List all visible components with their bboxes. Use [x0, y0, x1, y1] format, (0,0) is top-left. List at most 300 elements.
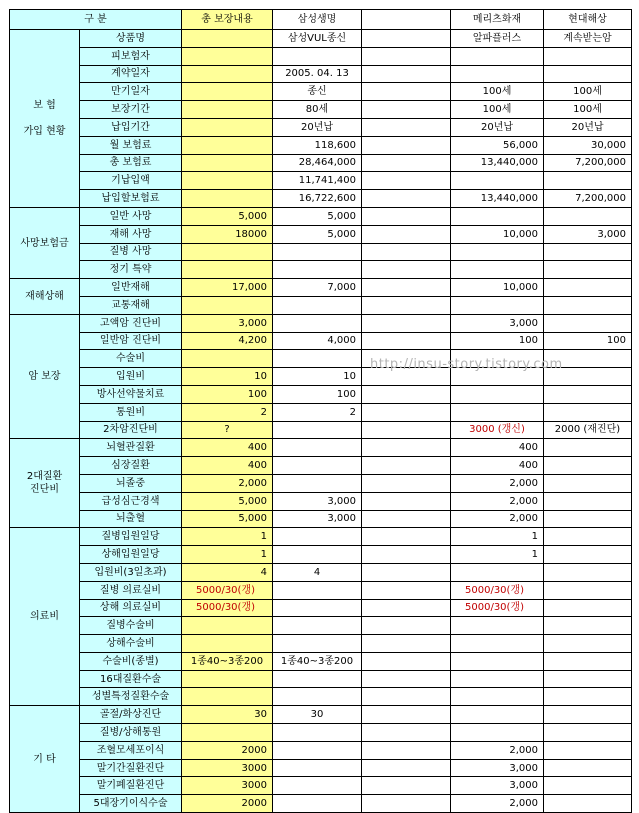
hyundai-cell: [544, 670, 632, 688]
blank-company-cell: [362, 403, 451, 421]
table-row: [10, 741, 632, 759]
item-label: 질병 사망: [80, 243, 182, 261]
item-label: 뇌혈관질환: [80, 439, 182, 457]
total-coverage-cell: 3000: [182, 759, 273, 777]
meritz-cell: 5000/30(갱): [451, 581, 544, 599]
hyundai-cell: [544, 741, 632, 759]
hyundai-cell: 20년납: [544, 118, 632, 136]
header-company-hyundai: 현대해상: [544, 10, 632, 30]
blank-company-cell: [362, 670, 451, 688]
item-label: 납입할보험료: [80, 190, 182, 208]
table-row: [10, 492, 632, 510]
meritz-cell: [451, 706, 544, 724]
total-coverage-cell: [182, 190, 273, 208]
item-label: 5대장기이식수술: [80, 795, 182, 813]
table-row: [10, 759, 632, 777]
blank-company-cell: [362, 30, 451, 48]
total-coverage-cell: 5,000: [182, 207, 273, 225]
table-row: [10, 474, 632, 492]
meritz-cell: [451, 261, 544, 279]
samsung-cell: [273, 581, 362, 599]
samsung-cell: [273, 296, 362, 314]
table-row: [10, 296, 632, 314]
header-total-coverage: 총 보장내용: [182, 10, 273, 30]
item-label: 질병수술비: [80, 617, 182, 635]
samsung-cell: [273, 439, 362, 457]
meritz-cell: 10,000: [451, 225, 544, 243]
table-row: [10, 279, 632, 297]
samsung-cell: 3,000: [273, 510, 362, 528]
table-row: [10, 332, 632, 350]
samsung-cell: 4,000: [273, 332, 362, 350]
item-label: 총 보험료: [80, 154, 182, 172]
total-coverage-cell: 5000/30(갱): [182, 581, 273, 599]
total-coverage-cell: [182, 635, 273, 653]
total-coverage-cell: 400: [182, 457, 273, 475]
meritz-cell: [451, 688, 544, 706]
blank-company-cell: [362, 635, 451, 653]
blank-company-cell: [362, 759, 451, 777]
blank-company-cell: [362, 652, 451, 670]
meritz-cell: [451, 385, 544, 403]
blank-company-cell: [362, 261, 451, 279]
category-cell: 보 험 가입 현황: [10, 30, 80, 208]
total-coverage-cell: 5,000: [182, 492, 273, 510]
blank-company-cell: [362, 457, 451, 475]
item-label: 질병/상해통원: [80, 724, 182, 742]
category-cell: 재해상해: [10, 279, 80, 315]
table-row: [10, 190, 632, 208]
meritz-cell: [451, 617, 544, 635]
total-coverage-cell: [182, 350, 273, 368]
hyundai-cell: [544, 563, 632, 581]
total-coverage-cell: 3,000: [182, 314, 273, 332]
item-label: 납입기간: [80, 118, 182, 136]
meritz-cell: [451, 172, 544, 190]
category-cell: 기 타: [10, 706, 80, 813]
hyundai-cell: [544, 546, 632, 564]
total-coverage-cell: [182, 172, 273, 190]
meritz-cell: [451, 207, 544, 225]
item-label: 통원비: [80, 403, 182, 421]
samsung-cell: 20년납: [273, 118, 362, 136]
meritz-cell: 400: [451, 457, 544, 475]
category-cell: 암 보장: [10, 314, 80, 439]
hyundai-cell: [544, 617, 632, 635]
table-row: [10, 652, 632, 670]
blank-company-cell: [362, 706, 451, 724]
hyundai-cell: 2000 (재진단): [544, 421, 632, 439]
meritz-cell: 2,000: [451, 474, 544, 492]
blank-company-cell: [362, 207, 451, 225]
blank-company-cell: [362, 439, 451, 457]
item-label: 심장질환: [80, 457, 182, 475]
total-coverage-cell: [182, 136, 273, 154]
total-coverage-cell: [182, 261, 273, 279]
samsung-cell: [273, 243, 362, 261]
item-label: 피보험자: [80, 47, 182, 65]
table-row: [10, 385, 632, 403]
meritz-cell: [451, 652, 544, 670]
samsung-cell: 2: [273, 403, 362, 421]
table-row: [10, 670, 632, 688]
hyundai-cell: [544, 528, 632, 546]
item-label: 성별특정질환수술: [80, 688, 182, 706]
item-label: 상품명: [80, 30, 182, 48]
blank-company-cell: [362, 65, 451, 83]
meritz-cell: [451, 243, 544, 261]
samsung-cell: [273, 724, 362, 742]
item-label: 정기 특약: [80, 261, 182, 279]
total-coverage-cell: 5,000: [182, 510, 273, 528]
total-coverage-cell: 4,200: [182, 332, 273, 350]
header-company-samsung: 삼성생명: [273, 10, 362, 30]
meritz-cell: 1: [451, 546, 544, 564]
samsung-cell: [273, 261, 362, 279]
table-row: [10, 581, 632, 599]
total-coverage-cell: 1: [182, 546, 273, 564]
total-coverage-cell: [182, 83, 273, 101]
blank-company-cell: [362, 154, 451, 172]
samsung-cell: [273, 741, 362, 759]
blank-company-cell: [362, 492, 451, 510]
item-label: 골절/화상진단: [80, 706, 182, 724]
blank-company-cell: [362, 795, 451, 813]
total-coverage-cell: [182, 296, 273, 314]
table-row: [10, 706, 632, 724]
samsung-cell: [273, 546, 362, 564]
samsung-cell: 1종40~3종200: [273, 652, 362, 670]
table-row: [10, 510, 632, 528]
samsung-cell: [273, 617, 362, 635]
item-label: 고액암 진단비: [80, 314, 182, 332]
total-coverage-cell: [182, 30, 273, 48]
meritz-cell: [451, 403, 544, 421]
meritz-cell: [451, 724, 544, 742]
watermark-url: http://insu-story.tistory.com: [370, 357, 563, 372]
hyundai-cell: [544, 243, 632, 261]
blank-company-cell: [362, 332, 451, 350]
samsung-cell: [273, 528, 362, 546]
total-coverage-cell: 4: [182, 563, 273, 581]
meritz-cell: 10,000: [451, 279, 544, 297]
samsung-cell: [273, 474, 362, 492]
hyundai-cell: [544, 581, 632, 599]
total-coverage-cell: [182, 101, 273, 119]
total-coverage-cell: [182, 65, 273, 83]
samsung-cell: 2005. 04. 13: [273, 65, 362, 83]
total-coverage-cell: 2,000: [182, 474, 273, 492]
item-label: 일반 사망: [80, 207, 182, 225]
blank-company-cell: [362, 688, 451, 706]
samsung-cell: 5,000: [273, 225, 362, 243]
meritz-cell: 알파플러스: [451, 30, 544, 48]
hyundai-cell: [544, 474, 632, 492]
table-row: [10, 439, 632, 457]
table-row: [10, 47, 632, 65]
item-label: 말기폐질환진단: [80, 777, 182, 795]
hyundai-cell: [544, 314, 632, 332]
samsung-cell: 삼성VUL종신: [273, 30, 362, 48]
blank-company-cell: [362, 777, 451, 795]
total-coverage-cell: [182, 47, 273, 65]
samsung-cell: [273, 670, 362, 688]
blank-company-cell: [362, 724, 451, 742]
hyundai-cell: [544, 706, 632, 724]
item-label: 상해입원일당: [80, 546, 182, 564]
hyundai-cell: [544, 599, 632, 617]
blank-company-cell: [362, 385, 451, 403]
table-row: [10, 118, 632, 136]
header-category: 구 분: [10, 10, 182, 30]
meritz-cell: 56,000: [451, 136, 544, 154]
samsung-cell: 30: [273, 706, 362, 724]
table-row: [10, 528, 632, 546]
item-label: 입원비(3일초과): [80, 563, 182, 581]
hyundai-cell: [544, 172, 632, 190]
table-row: [10, 172, 632, 190]
item-label: 만기일자: [80, 83, 182, 101]
item-label: 질병입원일당: [80, 528, 182, 546]
total-coverage-cell: [182, 118, 273, 136]
meritz-cell: 13,440,000: [451, 154, 544, 172]
total-coverage-cell: ?: [182, 421, 273, 439]
table-row: [10, 243, 632, 261]
hyundai-cell: 3,000: [544, 225, 632, 243]
header-company-meritz: 메리츠화재: [451, 10, 544, 30]
total-coverage-cell: 17,000: [182, 279, 273, 297]
item-label: 말기간질환진단: [80, 759, 182, 777]
item-label: 교통재해: [80, 296, 182, 314]
hyundai-cell: [544, 652, 632, 670]
samsung-cell: [273, 759, 362, 777]
meritz-cell: 2,000: [451, 510, 544, 528]
total-coverage-cell: 2000: [182, 741, 273, 759]
table-row: [10, 261, 632, 279]
samsung-cell: [273, 688, 362, 706]
total-coverage-cell: 1: [182, 528, 273, 546]
hyundai-cell: [544, 492, 632, 510]
meritz-cell: 3,000: [451, 314, 544, 332]
insurance-comparison-table: [9, 9, 632, 813]
hyundai-cell: [544, 65, 632, 83]
item-label: 방사선약물치료: [80, 385, 182, 403]
samsung-cell: 7,000: [273, 279, 362, 297]
total-coverage-cell: [182, 243, 273, 261]
hyundai-cell: [544, 795, 632, 813]
table-row: [10, 314, 632, 332]
item-label: 조혈모세포이식: [80, 741, 182, 759]
hyundai-cell: 7,200,000: [544, 190, 632, 208]
item-label: 수술비: [80, 350, 182, 368]
item-label: 상해수술비: [80, 635, 182, 653]
hyundai-cell: [544, 403, 632, 421]
header-company-blank: [362, 10, 451, 30]
samsung-cell: 종신: [273, 83, 362, 101]
meritz-cell: [451, 296, 544, 314]
meritz-cell: 20년납: [451, 118, 544, 136]
item-label: 질병 의료실비: [80, 581, 182, 599]
total-coverage-cell: 5000/30(갱): [182, 599, 273, 617]
table-row: [10, 101, 632, 119]
hyundai-cell: [544, 47, 632, 65]
blank-company-cell: [362, 546, 451, 564]
total-coverage-cell: [182, 724, 273, 742]
total-coverage-cell: [182, 670, 273, 688]
item-label: 기납입액: [80, 172, 182, 190]
blank-company-cell: [362, 296, 451, 314]
blank-company-cell: [362, 617, 451, 635]
samsung-cell: 10: [273, 368, 362, 386]
item-label: 일반재해: [80, 279, 182, 297]
table-row: [10, 795, 632, 813]
hyundai-cell: [544, 279, 632, 297]
header-row: [10, 10, 632, 30]
samsung-cell: [273, 47, 362, 65]
hyundai-cell: [544, 385, 632, 403]
table-row: [10, 617, 632, 635]
samsung-cell: [273, 777, 362, 795]
table-row: [10, 136, 632, 154]
item-label: 일반암 진단비: [80, 332, 182, 350]
item-label: 수술비(종별): [80, 652, 182, 670]
meritz-cell: 2,000: [451, 795, 544, 813]
total-coverage-cell: 18000: [182, 225, 273, 243]
table-row: [10, 724, 632, 742]
hyundai-cell: [544, 635, 632, 653]
blank-company-cell: [362, 190, 451, 208]
item-label: 입원비: [80, 368, 182, 386]
blank-company-cell: [362, 101, 451, 119]
item-label: 뇌출혈: [80, 510, 182, 528]
hyundai-cell: [544, 261, 632, 279]
blank-company-cell: [362, 741, 451, 759]
samsung-cell: [273, 795, 362, 813]
samsung-cell: [273, 635, 362, 653]
meritz-cell: 100세: [451, 101, 544, 119]
meritz-cell: 100: [451, 332, 544, 350]
meritz-cell: 2,000: [451, 492, 544, 510]
meritz-cell: 100세: [451, 83, 544, 101]
total-coverage-cell: [182, 617, 273, 635]
item-label: 상해 의료실비: [80, 599, 182, 617]
total-coverage-cell: 30: [182, 706, 273, 724]
table-row: [10, 207, 632, 225]
meritz-cell: 3000 (갱신): [451, 421, 544, 439]
blank-company-cell: [362, 528, 451, 546]
samsung-cell: 28,464,000: [273, 154, 362, 172]
samsung-cell: 3,000: [273, 492, 362, 510]
table-row: [10, 154, 632, 172]
table-row: [10, 635, 632, 653]
blank-company-cell: [362, 118, 451, 136]
table-row: [10, 403, 632, 421]
total-coverage-cell: [182, 688, 273, 706]
blank-company-cell: [362, 279, 451, 297]
table-row: [10, 30, 632, 48]
meritz-cell: 3,000: [451, 777, 544, 795]
total-coverage-cell: [182, 154, 273, 172]
blank-company-cell: [362, 136, 451, 154]
table-row: [10, 599, 632, 617]
table-row: [10, 225, 632, 243]
blank-company-cell: [362, 172, 451, 190]
samsung-cell: 118,600: [273, 136, 362, 154]
hyundai-cell: [544, 510, 632, 528]
blank-company-cell: [362, 314, 451, 332]
total-coverage-cell: 400: [182, 439, 273, 457]
hyundai-cell: [544, 724, 632, 742]
table-row: [10, 421, 632, 439]
hyundai-cell: [544, 777, 632, 795]
meritz-cell: [451, 47, 544, 65]
table-row: [10, 546, 632, 564]
total-coverage-cell: 3000: [182, 777, 273, 795]
hyundai-cell: [544, 759, 632, 777]
category-cell: 사망보험금: [10, 207, 80, 278]
samsung-cell: 5,000: [273, 207, 362, 225]
meritz-cell: [451, 635, 544, 653]
item-label: 16대질환수술: [80, 670, 182, 688]
item-label: 2차암진단비: [80, 421, 182, 439]
samsung-cell: 11,741,400: [273, 172, 362, 190]
item-label: 월 보험료: [80, 136, 182, 154]
total-coverage-cell: 2: [182, 403, 273, 421]
samsung-cell: 100: [273, 385, 362, 403]
hyundai-cell: [544, 207, 632, 225]
hyundai-cell: 100세: [544, 83, 632, 101]
samsung-cell: [273, 314, 362, 332]
meritz-cell: [451, 65, 544, 83]
item-label: 급성심근경색: [80, 492, 182, 510]
meritz-cell: 3,000: [451, 759, 544, 777]
item-label: 계약일자: [80, 65, 182, 83]
blank-company-cell: [362, 47, 451, 65]
meritz-cell: [451, 563, 544, 581]
category-cell: 2대질환 진단비: [10, 439, 80, 528]
hyundai-cell: 30,000: [544, 136, 632, 154]
total-coverage-cell: 1종40~3종200: [182, 652, 273, 670]
meritz-cell: 400: [451, 439, 544, 457]
hyundai-cell: [544, 439, 632, 457]
meritz-cell: 2,000: [451, 741, 544, 759]
samsung-cell: 4: [273, 563, 362, 581]
table-row: [10, 563, 632, 581]
hyundai-cell: 계속받는암: [544, 30, 632, 48]
blank-company-cell: [362, 243, 451, 261]
blank-company-cell: [362, 225, 451, 243]
blank-company-cell: [362, 510, 451, 528]
blank-company-cell: [362, 421, 451, 439]
samsung-cell: [273, 421, 362, 439]
blank-company-cell: [362, 599, 451, 617]
samsung-cell: 80세: [273, 101, 362, 119]
meritz-cell: [451, 670, 544, 688]
table-row: [10, 83, 632, 101]
hyundai-cell: 7,200,000: [544, 154, 632, 172]
blank-company-cell: [362, 581, 451, 599]
total-coverage-cell: 100: [182, 385, 273, 403]
table-row: [10, 457, 632, 475]
hyundai-cell: [544, 457, 632, 475]
blank-company-cell: [362, 83, 451, 101]
item-label: 재해 사망: [80, 225, 182, 243]
category-cell: 의료비: [10, 528, 80, 706]
blank-company-cell: [362, 474, 451, 492]
hyundai-cell: [544, 296, 632, 314]
samsung-cell: [273, 457, 362, 475]
item-label: 뇌졸중: [80, 474, 182, 492]
